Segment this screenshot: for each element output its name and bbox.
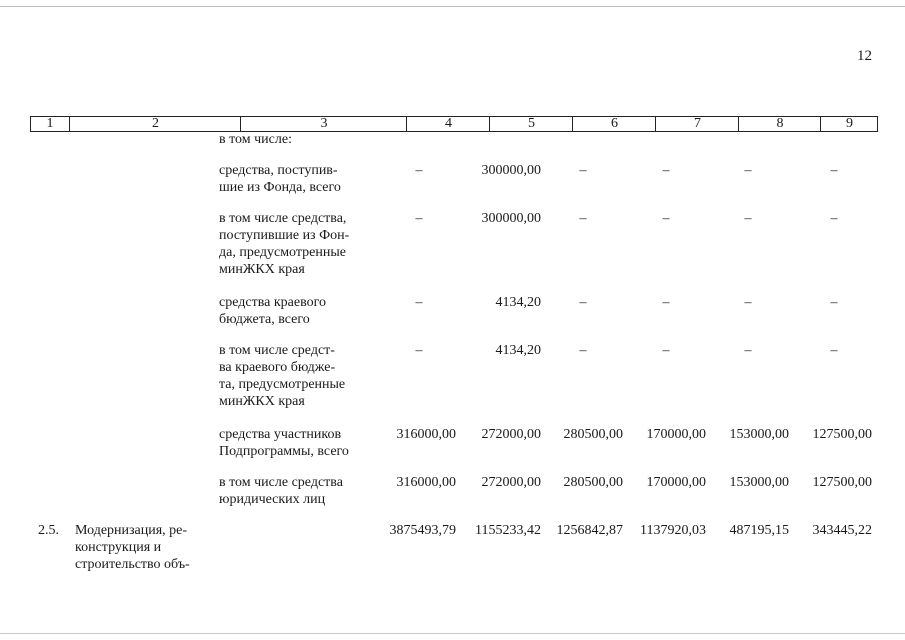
row-value-col-9: 127500,00 [812,475,872,490]
row-description-line: в том числе средст- [219,343,335,358]
row-value-col-5: 300000,00 [481,163,541,178]
row-description [219,210,369,278]
row-value-col-9: – [830,295,838,310]
row-value-col-8: 153000,00 [729,475,789,490]
row-value-col-4: – [415,343,423,358]
header-col-8: 8 [738,117,821,131]
row-value-col-5: 272000,00 [481,427,541,442]
row-value-col-9: 127500,00 [812,427,872,442]
row-value-col-7: – [662,295,670,310]
row-description-line: средства краевого [219,295,326,310]
row-description [219,131,369,148]
row-description-line: средства участников [219,427,342,442]
row-value-col-7: – [662,163,670,178]
row-description-line: средства, поступив- [219,163,338,178]
row-value-col-9: – [830,163,838,178]
row-value-col-9: – [830,343,838,358]
row-value-col-8: – [744,343,752,358]
row-description-line: да, предусмотренные [219,245,346,260]
row-value-col-6: 280500,00 [563,427,623,442]
item-value-col-7: 1137920,03 [640,523,706,538]
header-col-3: 3 [240,117,407,131]
row-description [219,426,369,460]
row-value-col-4: 316000,00 [396,475,456,490]
table-header-row [30,116,878,132]
item-name-line: Модернизация, ре- [75,523,188,538]
row-description-line: ва краевого бюдже- [219,360,336,375]
row-value-col-6: – [579,295,587,310]
item-name-line: строительство объ- [75,557,190,572]
row-value-col-9: – [830,211,838,226]
header-col-9: 9 [820,117,878,131]
row-value-col-7: 170000,00 [646,427,706,442]
row-description-line: поступившие из Фон- [219,228,350,243]
row-value-col-8: – [744,295,752,310]
row-value-col-8: – [744,163,752,178]
row-description-line: минЖКХ края [219,262,305,277]
page-top-line [0,6,905,7]
row-value-col-6: – [579,211,587,226]
row-description-line: в том числе: [219,132,292,147]
row-value-col-4: 316000,00 [396,427,456,442]
row-value-col-5: 4134,20 [495,295,541,310]
item-value-col-5: 1155233,42 [475,523,541,538]
item-number: 2.5. [38,523,59,538]
row-description-line: бюджета, всего [219,312,310,327]
row-value-col-4: – [415,211,423,226]
item-name-line: конструкция и [75,540,162,555]
header-col-2: 2 [69,117,241,131]
header-col-5: 5 [489,117,573,131]
row-description-line: шие из Фонда, всего [219,180,341,195]
row-value-col-7: – [662,343,670,358]
row-value-col-5: 272000,00 [481,475,541,490]
row-description [219,294,369,328]
page-bottom-line [0,633,905,634]
row-description [219,342,369,410]
row-value-col-8: 153000,00 [729,427,789,442]
item-name [75,522,205,573]
header-col-4: 4 [406,117,490,131]
row-description [219,162,369,196]
row-value-col-4: – [415,163,423,178]
header-col-6: 6 [572,117,656,131]
row-value-col-8: – [744,211,752,226]
row-value-col-5: 300000,00 [481,211,541,226]
row-description [219,474,369,508]
row-description-line: в том числе средства [219,475,343,490]
row-value-col-6: 280500,00 [563,475,623,490]
item-value-col-8: 487195,15 [729,523,789,538]
row-value-col-7: 170000,00 [646,475,706,490]
row-value-col-4: – [415,295,423,310]
header-col-1: 1 [46,116,54,131]
row-value-col-6: – [579,163,587,178]
row-description-line: минЖКХ края [219,394,305,409]
row-value-col-7: – [662,211,670,226]
row-description-line: юридических лиц [219,492,326,507]
page-number: 12 [857,48,872,64]
item-value-col-9: 343445,22 [812,523,872,538]
row-description-line: в том числе средства, [219,211,347,226]
item-value-col-6: 1256842,87 [556,523,623,538]
row-value-col-5: 4134,20 [495,343,541,358]
row-description-line: та, предусмотренные [219,377,346,392]
item-value-col-4: 3875493,79 [389,523,456,538]
header-col-7: 7 [655,117,739,131]
row-value-col-6: – [579,343,587,358]
row-description-line: Подпрограммы, всего [219,444,349,459]
